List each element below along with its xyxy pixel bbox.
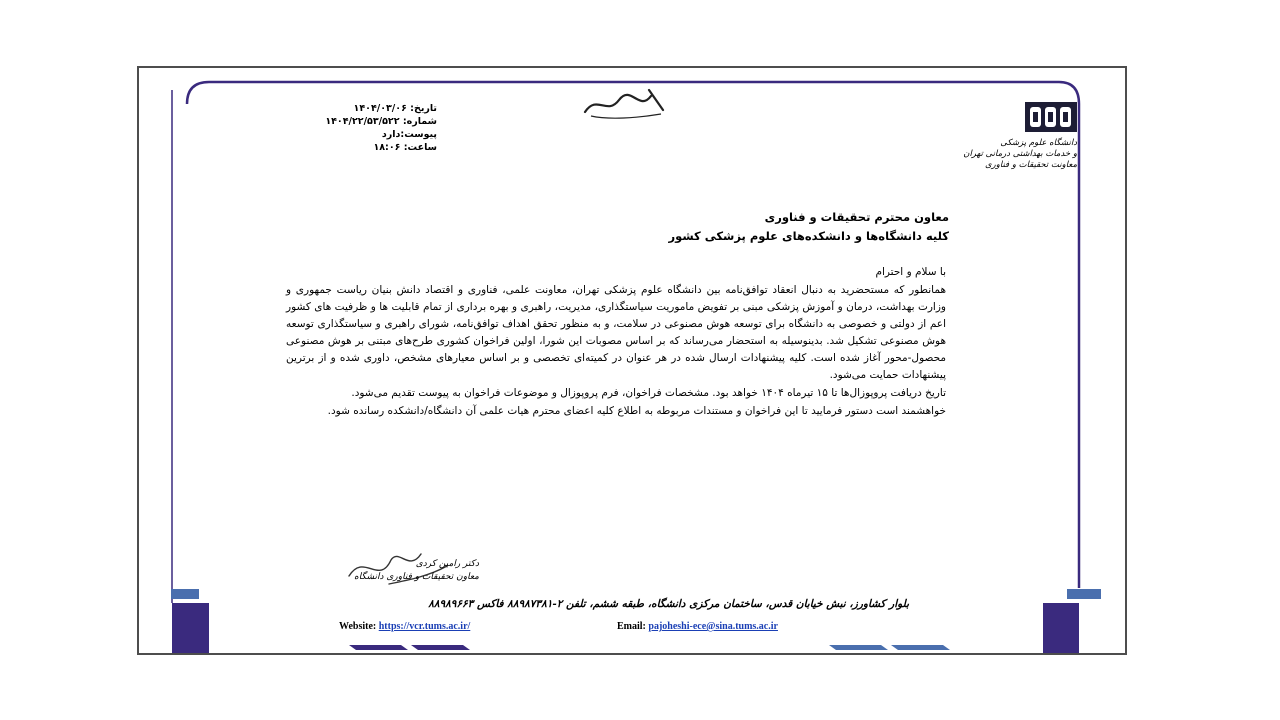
corner-block-right [1043, 603, 1079, 655]
right-accent-bar [1067, 589, 1101, 599]
footer-stripe-right-1 [829, 645, 888, 650]
letter-body [286, 264, 946, 421]
salutation: با سلام و احترام [875, 266, 946, 278]
website-link[interactable]: https://vcr.tums.ac.ir/ [378, 621, 471, 632]
university-logo [937, 102, 1077, 171]
university-emblem-icon [1025, 102, 1077, 132]
body-paragraph-1: همانطور که مستحضرید به دنبال انعقاد توافق‌نامه بین دانشگاه علوم پزشکی تهران، معاونت علمی، فناوری و اقتصاد دانش بنیان ریاست جمهوری و وزارت بهداشت، درمان و آموزش پزشکی مبنی بر تفویض ماموریت سیاستگذاری، مدیریت، راهبری و بهره برداری از تمام قابلیت ها و ظرفیت های کشور اعم از دولتی و خصوصی به دانشگاه برای توسعه هوش مصنوعی در سلامت، و به منظور تحقق اهداف توافق‌نامه، شورای راهبری و سیاستگذاری توسعه هوش مصنوعی تشکیل شد. بدینوسیله به استحضار می‌رساند که بر اساس مصوبات این شورا، اولین فراخوان کشوری طرح‌های مبتنی بر هوش مصنوعی محصول-محور آغاز شده است. کلیه پیشنهادات ارسال شده در هر عنوان در کمیته‌ای تخصصی و بر اساس معیارهای مشخص، داوری شده و از برترین پیشنهادات حمایت می‌شود. [286, 284, 946, 381]
letter-metadata [277, 102, 437, 154]
logo-text-line3: معاونت تحقیقات و فناوری [985, 160, 1077, 170]
footer-address: بلوار کشاورز، نبش خیابان قدس، ساختمان مرکزی دانشگاه، طبقه ششم، تلفن ۲-۸۸۹۸۷۳۸۱ فاکس ۸۸۹۸۹۶۶۳ [428, 598, 909, 610]
letter-attachment: پیوست:دارد [381, 129, 437, 140]
footer-stripe-left-2 [411, 645, 470, 650]
invocation-calligraphy [579, 82, 669, 122]
logo-text-line1: دانشگاه علوم پزشکی [1000, 138, 1077, 148]
website-label: Website: [339, 621, 377, 632]
letter-page [137, 66, 1127, 655]
letter-number: شماره: ۱۴۰۴/۲۲/۵۳/۵۲۲ [325, 116, 437, 127]
email-link[interactable]: pajoheshi-ece@sina.tums.ac.ir [648, 621, 778, 632]
footer-stripe-left-1 [349, 645, 408, 650]
recipient-line2: کلیه دانشگاه‌ها و دانشکده‌های علوم پزشکی کشور [668, 229, 949, 243]
logo-text-line2: و خدمات بهداشتی درمانی تهران [963, 149, 1077, 159]
recipient-line1: معاون محترم تحقیقات و فناوری [764, 210, 949, 224]
body-paragraph-3: خواهشمند است دستور فرمایید تا این فراخوان و مستندات مربوطه به اطلاع کلیه اعضای محترم هیات علمی آن دانشگاه/دانشکده رسانده شود. [327, 405, 946, 417]
email-label: Email: [617, 621, 646, 632]
body-paragraph-2: تاریخ دریافت پروپوزال‌ها تا ۱۵ تیرماه ۱۴۰۴ خواهد بود. مشخصات فراخوان، فرم پروپوزال و موضوعات فراخوان به پیوست تقدیم می‌شود. [351, 387, 946, 399]
recipients-block [469, 208, 949, 246]
footer-stripe-right-2 [891, 645, 950, 650]
email-row [617, 621, 778, 632]
signatory-name: دکتر رامین کردی [415, 559, 479, 569]
letter-date: تاریخ: ۱۴۰۴/۰۳/۰۶ [353, 103, 437, 114]
corner-block-left [172, 603, 209, 655]
website-row [339, 621, 470, 632]
signature-block [309, 558, 479, 584]
signatory-title: معاون تحقیقات و فناوری دانشگاه [354, 572, 479, 582]
left-accent-bar [171, 589, 199, 599]
letter-time: ساعت: ۱۸:۰۶ [373, 142, 437, 153]
